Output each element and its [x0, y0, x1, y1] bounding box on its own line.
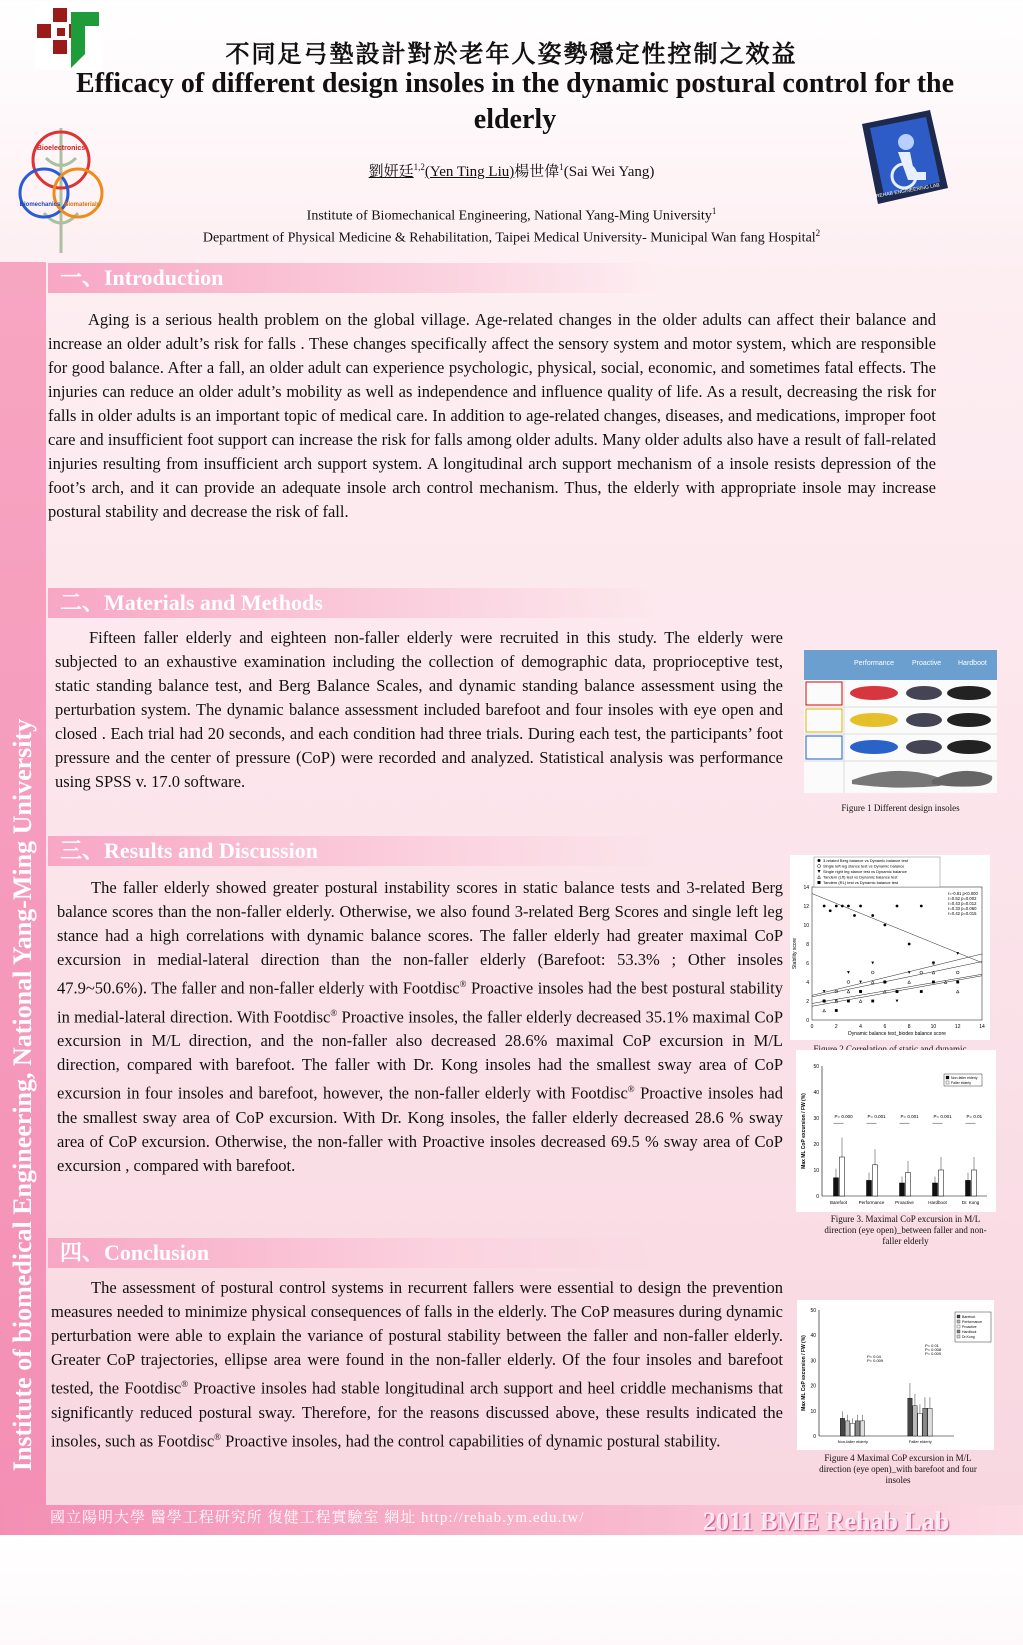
data-point — [896, 1000, 899, 1003]
legend-entry: Tandem (RL) test vs Dynamic balance test — [823, 880, 899, 885]
y-tick-label: 40 — [810, 1333, 816, 1340]
p-value-label: P= 0.001 — [933, 1114, 952, 1119]
results-text-3: Proactive insoles, the faller elderly decreased 35.1% maximal CoP excursion in M/L direction, and the non-faller also decreased 28.6% maximal CoP excursion in M/L direction, compared with barefoot. The faller with Dr. Kong insoles had the smallest sway area of CoP excursion in four insoles and barefoot, however, the non-faller elderly with Footdisc — [57, 1007, 783, 1103]
section-heading-introduction: 一、Introduction — [48, 263, 660, 293]
bar — [908, 1398, 912, 1436]
data-point — [871, 962, 874, 965]
affiliation-1-text: Institute of Biomechanical Engineering, National Yang-Ming University — [306, 208, 712, 224]
title-english: Efficacy of different design insoles in the dynamic postural control for the elderly — [75, 68, 955, 135]
results-text-2: Proactive insoles had the best postural stability in medial-lateral direction. With Footdisc — [57, 978, 783, 1026]
y-tick-label: 30 — [810, 1358, 816, 1365]
conclusion-text-1: The assessment of postural control systems in recurrent fallers were essential to design the prevention measures needed to minimize physical consequences of falls in the elderly. The CoP measures during dynamic perturbation were able to explain the variance of postural stability between the faller and non-faller elderly. Greater CoP trajectories, ellipse area were found in the non-faller elderly. Of the four insoles and barefoot tested, the Footdisc — [51, 1278, 783, 1398]
affiliation-2-text: Department of Physical Medicine & Rehabilitation, Taipei Medical University- Municipal Wan fang Hospital — [202, 230, 816, 246]
data-point — [956, 981, 959, 984]
legend-entry: Faller elderly — [951, 1081, 972, 1085]
stat-label: r=0.42 p=0.015 — [948, 911, 977, 916]
p-value-label: P= 0.001 — [900, 1114, 919, 1119]
conclusion-body — [51, 1276, 783, 1453]
y-axis-label: Max ML CoP excursion / FW (%) — [801, 1335, 807, 1411]
data-point — [818, 881, 821, 884]
p-value-label: P= 0.01 — [925, 1343, 939, 1348]
regression-line — [812, 954, 982, 995]
legend-entry: Single right leg stance test vs Dynamic balance — [823, 869, 907, 874]
bar — [873, 1165, 878, 1196]
x-tick-label: Faller elderly — [908, 1439, 932, 1444]
y-tick-label: 0 — [816, 1194, 819, 1200]
x-tick-label: 2 — [834, 1024, 838, 1030]
bar — [855, 1421, 859, 1436]
figure-2-scatter-chart — [790, 855, 990, 1040]
p-value-label: P= 0.01 — [966, 1114, 983, 1119]
y-tick-label: 6 — [806, 961, 809, 967]
x-tick-label: 14 — [979, 1024, 985, 1030]
data-point — [823, 1009, 826, 1012]
bar — [834, 1178, 839, 1196]
data-point — [847, 981, 850, 984]
bioelectronics-label: Bioelectronics — [36, 145, 86, 152]
data-point — [847, 905, 850, 908]
affiliation-1-sup: 1 — [711, 206, 717, 216]
figure-3-bar-chart — [796, 1050, 996, 1212]
data-point — [847, 971, 850, 974]
y-tick-label: 14 — [803, 885, 809, 891]
rehab-lab-label: REHAB ENGINEERING LAB — [875, 182, 941, 200]
figure-1-caption: Figure 1 Different design insoles — [841, 803, 960, 813]
bar — [913, 1406, 917, 1436]
registered-mark-3: ® — [627, 1084, 635, 1094]
y-tick-label: 40 — [813, 1090, 819, 1096]
data-point — [908, 981, 911, 984]
data-point — [859, 990, 862, 993]
data-point — [847, 990, 850, 993]
legend-entry: Barefoot — [962, 1315, 976, 1319]
x-tick-label: Non-faller elderly — [837, 1439, 868, 1444]
biomaterials-label: Biomaterials — [63, 202, 101, 208]
bar — [906, 1173, 911, 1196]
legend-swatch — [946, 1076, 949, 1079]
data-point — [896, 905, 899, 908]
legend-swatch — [957, 1325, 960, 1328]
data-point — [853, 914, 856, 917]
data-point — [920, 990, 923, 993]
footer-address: 國立陽明大學 醫學工程研究所 復健工程實驗室 網址 http://rehab.ym.edu.tw/ — [50, 1510, 585, 1526]
legend-swatch — [957, 1330, 960, 1333]
section-heading-methods: 二、Materials and Methods — [48, 588, 660, 618]
conclusion-text-2: Proactive insoles had stable longitudinal arch support and heel criddle mechanisms that significantly reduced postural sway. Therefore, for the reasons discussed above, these results indicated the insoles, such as Footdisc — [51, 1378, 783, 1450]
figure-2-caption: Figure 2 Correlation of static and dynamic balance tests — [813, 1044, 967, 1065]
y-tick-label: 10 — [803, 923, 809, 929]
bar — [840, 1157, 845, 1196]
data-point — [829, 909, 832, 912]
legend-entry: Proactive — [962, 1325, 977, 1329]
bar — [900, 1183, 905, 1196]
data-point — [823, 1000, 826, 1003]
data-point — [920, 971, 923, 974]
stat-label: r=0.43 p=0.012 — [948, 901, 977, 906]
introduction-body: Aging is a serious health problem on the global village. Age-related changes in the older adults can affect their balance and increase an older adult’s risk for falls . These changes specifically affect the sensory system and motor system, which are responsible for good balance. After a fall, an older adult can experience psychologic, physical, social, economic, and sometimes fatal effects. The injuries can reduce an older adult’s mobility as well as independence and influence quality of life. As a result, decreasing the risk for falls in older adults is an important topic of medical care. In addition to age-related changes, diseases, and medications, improper foot care and insufficient foot support can increase the risk for falls among older adults. Many older adults also have a result of fall-related injuries resulting from insufficient arch support system. A longitudinal arch support mechanism of a insole resists depression of the foot’s arch, and it can provide an adequate insole arch control mechanism. Thus, the elderly with appropriate insole may increase postural stability and decrease the risk of fall. — [48, 310, 936, 521]
x-tick-label: Hardboot — [928, 1200, 947, 1205]
x-tick-label: 12 — [954, 1024, 961, 1030]
bar — [867, 1180, 872, 1196]
y-tick-label: 8 — [806, 942, 809, 948]
author-1-en: (Yen Ting Liu) — [424, 164, 515, 180]
data-point — [859, 981, 862, 984]
bar — [840, 1418, 844, 1436]
insole-col-proactive: Proactive — [912, 660, 942, 667]
data-point — [859, 1000, 862, 1003]
data-point — [920, 905, 923, 908]
y-tick-label: 20 — [813, 1142, 819, 1148]
registered-mark-4: ® — [181, 1379, 189, 1389]
y-tick-label: 4 — [806, 980, 809, 986]
y-tick-label: 0 — [813, 1434, 816, 1440]
legend-swatch — [957, 1335, 960, 1338]
legend-entry: 3-related Berg balance vs Dynamic balance test — [823, 858, 908, 863]
legend-entry: Single left leg stance test vs Dynamic balance — [823, 863, 905, 869]
legend-swatch — [957, 1315, 960, 1318]
bar — [972, 1170, 977, 1196]
author-2-en: (Sai Wei Yang) — [563, 164, 655, 180]
affiliation-2-sup: 2 — [815, 228, 821, 238]
authors-line — [0, 160, 1023, 181]
bar — [860, 1421, 864, 1436]
x-tick-label: Dr. Kong — [961, 1200, 980, 1205]
footer-lab-watermark: 2011 BME Rehab Lab — [703, 1507, 950, 1536]
data-point — [823, 905, 826, 908]
p-value-label: P= 0.008 — [925, 1347, 942, 1352]
y-axis-label: Stability score — [792, 937, 798, 970]
x-tick-label: Barefoot — [829, 1200, 848, 1205]
results-text-1: The faller elderly showed greater postural instability scores in static balance tests and 3-related Berg balance scores than the non-faller elderly. Otherwise, we also found 3-related Berg Scores and single left leg stance had a high correlations with dynamic balance scores. The faller elderly had greater maximal CoP excursion in medial-lateral direction than the non-faller elderly (Barefoot: 53.3% ; Other insoles 47.9~50.6%). The faller and non-faller elderly with Footdisc — [57, 878, 783, 998]
bar — [918, 1413, 922, 1436]
p-value-label: P= 0.04 — [867, 1354, 881, 1359]
insole-col-hardboot: Hardboot — [958, 660, 987, 667]
y-tick-label: 2 — [806, 999, 809, 1005]
data-point — [818, 859, 821, 862]
results-body — [57, 876, 783, 1178]
regression-line — [812, 974, 982, 1003]
bar — [966, 1180, 971, 1196]
bar — [928, 1408, 932, 1436]
conclusion-text-3: Proactive insoles, had the control capabilities of dynamic postural stability. — [221, 1431, 721, 1450]
p-value-label: P= 0.000 — [834, 1114, 853, 1119]
data-point — [859, 905, 862, 908]
x-tick-label: 10 — [930, 1024, 937, 1030]
figure-4-bar-chart — [797, 1300, 994, 1450]
x-tick-label: 8 — [907, 1024, 911, 1030]
registered-mark-2: ® — [330, 1007, 338, 1018]
legend-swatch — [957, 1320, 960, 1323]
data-point — [871, 914, 874, 917]
author-1-zh: 劉妍廷 — [368, 164, 414, 180]
data-point — [871, 971, 874, 974]
legend-entry: Hardboot — [962, 1330, 977, 1334]
stat-label: r=0.52 p=0.002 — [948, 896, 977, 901]
x-tick-label: 4 — [859, 1024, 862, 1030]
y-tick-label: 50 — [813, 1064, 819, 1070]
affiliation-2 — [0, 228, 1023, 247]
y-tick-label: 10 — [813, 1168, 819, 1174]
y-tick-label: 20 — [810, 1383, 816, 1390]
y-tick-label: 50 — [810, 1308, 816, 1314]
data-point — [896, 990, 899, 993]
sidebar-institute-text: Institute of biomedical Engineering, National Yang-Ming University — [8, 718, 37, 1472]
author-1-sup: 1,2 — [413, 162, 425, 172]
insole-col-performance: Performance — [854, 660, 895, 667]
methods-body: Fifteen faller elderly and eighteen non-faller elderly were recruited in this study. The elderly were subjected to an exhaustive examination including the collection of demographic data, proprioceptive test, static standing balance test, and Berg Balance Scales, and dynamic standing balance assessment using the perturbation system. The dynamic balance assessment included barefoot and four insoles with eye open and closed . Each trial had 20 seconds, and each condition had three trials. During each test, the participants’ foot pressure and the center of pressure (CoP) were recorded and analyzed. Statistical analysis was performance using SPSS v. 17.0 software. — [55, 628, 783, 791]
p-value-label: P= 0.000 — [925, 1351, 942, 1356]
data-point — [956, 971, 959, 974]
data-point — [835, 1009, 838, 1012]
results-text-4: Proactive insoles had the smallest sway area of CoP excursion. With Dr. Kong insoles, the faller elderly decreased 28.6 % sway area of CoP excursion. Otherwise, the non-faller with Proactive insoles decreased 69.5 % sway area of CoP excursion , compared with barefoot. — [57, 1083, 784, 1175]
section-heading-results: 三、Results and Discussion — [48, 836, 660, 866]
data-point — [956, 952, 959, 955]
legend-entry: Performance — [962, 1320, 983, 1324]
bar — [850, 1423, 854, 1436]
stat-label: r=-0.81 p<0.000 — [948, 891, 978, 896]
p-value-label: P= 0.009 — [867, 1358, 884, 1363]
p-value-label: P= 0.001 — [867, 1114, 886, 1119]
x-tick-label: Proactive — [895, 1200, 914, 1205]
bar — [923, 1408, 927, 1436]
data-point — [818, 865, 821, 868]
figure-4-caption: Figure 4 Maximal CoP excursion in M/L direction (eye open)_with barefoot and four insoles — [819, 1453, 977, 1485]
figure-3-caption: Figure 3. Maximal CoP excursion in M/L direction (eye open)_between faller and non-faller elderly — [824, 1214, 987, 1246]
registered-mark-1: ® — [459, 979, 467, 989]
y-axis-label: Max ML CoP excursion / FW (%) — [801, 1093, 807, 1169]
data-point — [835, 905, 838, 908]
x-tick-label: Performance — [858, 1200, 885, 1205]
legend-entry: Non-faller elderly — [951, 1076, 978, 1080]
y-tick-label: 10 — [810, 1408, 816, 1415]
x-tick-label: 0 — [810, 1024, 814, 1030]
author-2-zh: 楊世偉 — [514, 164, 560, 180]
y-tick-label: 0 — [806, 1018, 809, 1024]
data-point — [883, 924, 886, 927]
author-2-sup: 1 — [559, 162, 564, 172]
legend-swatch — [946, 1081, 949, 1084]
stat-label: r=0.33 p=0.060 — [948, 906, 977, 911]
bar — [939, 1170, 944, 1196]
y-tick-label: 30 — [813, 1116, 819, 1122]
registered-mark-5: ® — [214, 1431, 222, 1442]
affiliation-1 — [0, 206, 1023, 225]
bar — [845, 1421, 849, 1436]
x-tick-label: 6 — [883, 1024, 887, 1030]
legend-entry: Tandem (Lft) test vs Dynamic balance test — [823, 874, 898, 880]
insole-images — [804, 680, 997, 793]
bar — [933, 1183, 938, 1196]
data-point — [883, 981, 886, 984]
data-point — [883, 990, 886, 993]
biomechanics-label: Biomechanics — [19, 202, 61, 208]
title-chinese: 不同足弓墊設計對於老年人姿勢穩定性控制之效益 — [225, 42, 798, 68]
data-point — [932, 981, 935, 984]
data-point — [956, 990, 959, 993]
data-point — [871, 1000, 874, 1003]
data-point — [908, 943, 911, 946]
y-tick-label: 12 — [803, 904, 809, 910]
legend-entry: Dr.Kong — [962, 1335, 975, 1339]
figure-1-insole-table — [804, 650, 997, 793]
x-axis-label: Dynamic balance test_biodex balance score — [848, 1031, 946, 1037]
section-heading-conclusion: 四、Conclusion — [48, 1238, 660, 1268]
